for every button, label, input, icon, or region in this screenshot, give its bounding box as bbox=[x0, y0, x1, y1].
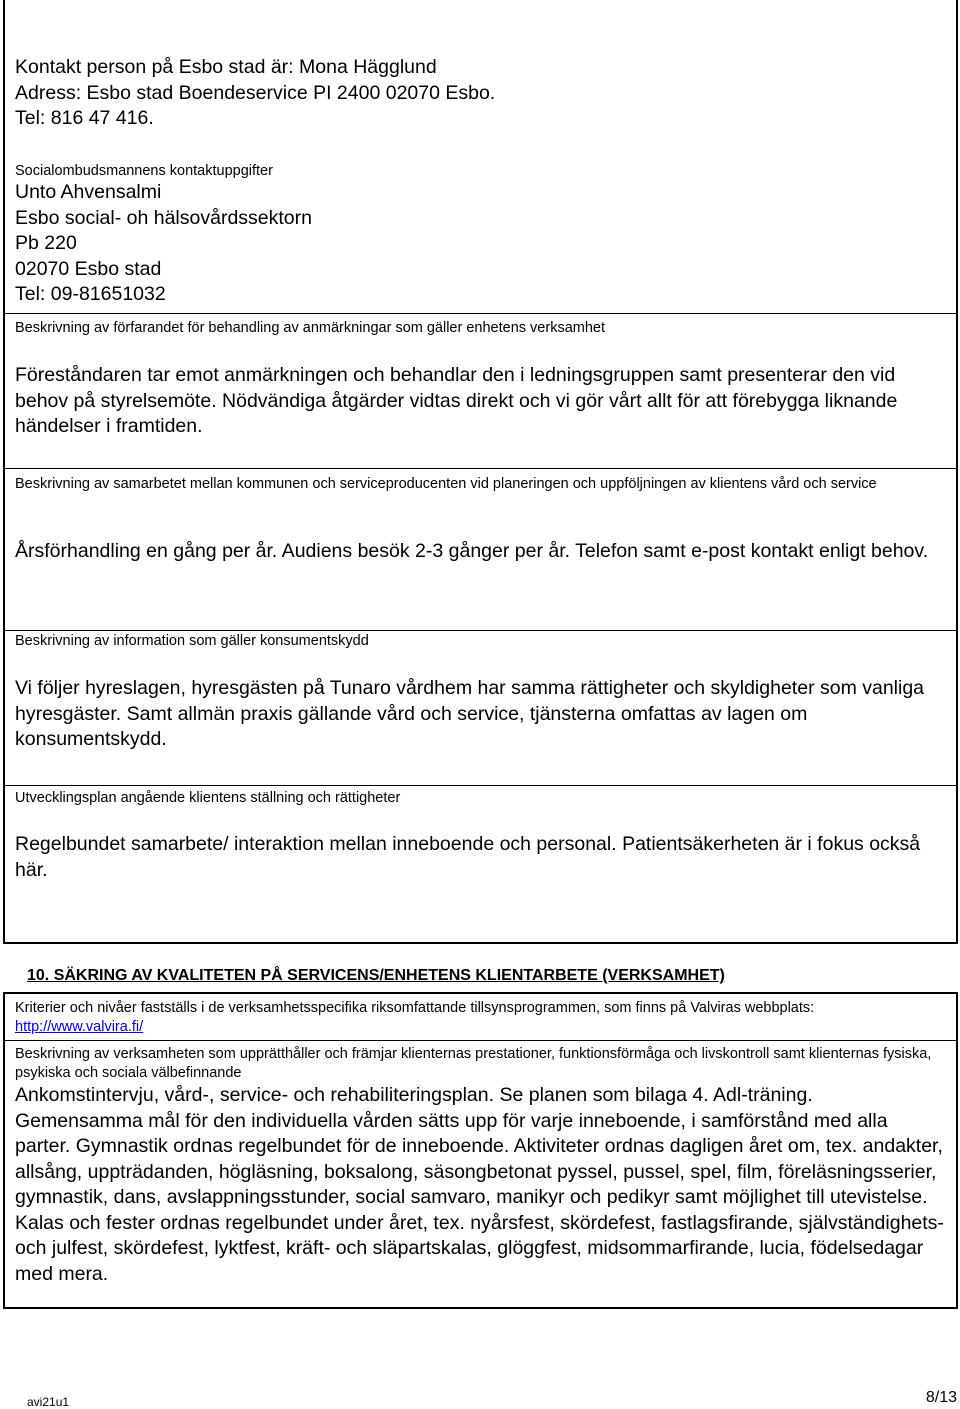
activity-body: Ankomstintervju, vård-, service- och rehabiliteringsplan. Se planen som bilaga 4. Adl-träning. Gemensamma mål för den individuella vården sätts upp för varje inneboende, i samförstånd med alla parter. Gymnastik ordnas regelbundet för de inneboende. Aktiviteter ordnas dagligen året om, tex. andakter, allsång, uppträdanden, högläsning, boksalong, säsongbetonat pyssel, pussel, spel, film, föreläsningsserier, gymnastik, dans, avslappningsstunder, social samvaro, manikyr och pedikyr samt möjlighet till utevistelse. Kalas och fester ordnas regelbundet under året, tex. nyårsfest, skördefest, fastlagsfirande, självständighets- och julfest, skördefest, lyktfest, kräft- och släpartskalas, glöggfest, midsommarfirande, lucia, födelsedagar med mera. bbox=[15, 1084, 944, 1285]
valvira-link[interactable]: http://www.valvira.fi/ bbox=[15, 1019, 144, 1035]
criteria-section bbox=[5, 994, 956, 1041]
activity-section bbox=[5, 1040, 956, 1309]
activity-label: Beskrivning av verksamheten som upprätthåller och främjar klienternas prestationer, funktionsförmåga och livskontroll samt klienternas fysiska, psykiska och sociala välbefinnande bbox=[15, 1046, 932, 1081]
document-code: avi21u1 bbox=[27, 1395, 70, 1409]
cooperation-body: Årsförhandling en gång per år. Audiens besök 2-3 gånger per år. Telefon samt e-post kontakt enligt behov. bbox=[15, 540, 929, 562]
complaints-body: Föreståndaren tar emot anmärkningen och behandlar den i ledningsgruppen samt presenterar den vid behov på styrelsemöte. Nödvändiga åtgärder vidtas direkt och vi gör vårt allt för att förebygga liknande händelser i framtiden. bbox=[15, 364, 898, 437]
development-body: Regelbundet samarbete/ interaktion mellan inneboende och personal. Patientsäkerheten är i fokus också här. bbox=[15, 833, 921, 881]
contact-section bbox=[5, 0, 956, 314]
complaints-label: Beskrivning av förfarandet för behandling av anmärkningar som gäller enhetens verksamhet bbox=[15, 320, 605, 336]
complaints-section bbox=[5, 313, 956, 468]
section-10-heading: 10. SÄKRING AV KVALITETEN PÅ SERVICENS/ENHETENS KLIENTARBETE (VERKSAMHET) bbox=[27, 967, 725, 984]
criteria-description: Kriterier och nivåer fastställs i de verksamhetsspecifika riksomfattande tillsynsprogrammen, som finns på Valviras webbplats: bbox=[15, 1000, 815, 1016]
consumer-body: Vi följer hyreslagen, hyresgästen på Tunaro vårdhem har samma rättigheter och skyldigheter som vanliga hyresgäster. Samt allmän praxis gällande vård och service, tjänsterna omfattas av lagen om konsumentskydd. bbox=[15, 677, 925, 750]
cooperation-label: Beskrivning av samarbetet mellan kommunen och serviceproducenten vid planeringen och uppföljningen av klientens vård och service bbox=[15, 476, 877, 492]
contact-info: Kontakt person på Esbo stad är: Mona Hägglund Adress: Esbo stad Boendeservice PI 2400 02070 Esbo. Tel: 816 47 416. bbox=[15, 56, 496, 129]
development-section bbox=[5, 785, 956, 942]
criteria-text bbox=[15, 999, 946, 1037]
ombudsman-heading: Socialombudsmannens kontaktuppgifter bbox=[15, 163, 273, 179]
development-label: Utvecklingsplan angående klientens ställning och rättigheter bbox=[15, 790, 401, 806]
cooperation-section bbox=[5, 468, 956, 630]
ombudsman-info: Unto Ahvensalmi Esbo social- oh hälsovårdssektorn Pb 220 02070 Esbo stad Tel: 09-81651032 bbox=[15, 181, 312, 305]
consumer-section bbox=[5, 630, 956, 785]
form-box-bottom bbox=[3, 992, 958, 1309]
page-number: 8/13 bbox=[925, 1389, 957, 1406]
consumer-label: Beskrivning av information som gäller konsumentskydd bbox=[15, 633, 369, 649]
form-box-top bbox=[3, 0, 958, 944]
